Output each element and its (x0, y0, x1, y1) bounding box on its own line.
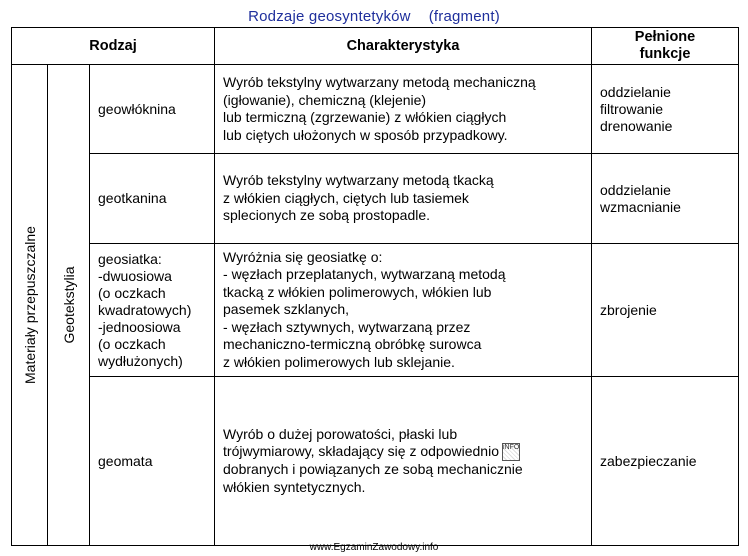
geosynthetics-table (11, 27, 739, 546)
table-row (12, 244, 739, 377)
characteristics-line (223, 443, 583, 461)
header-kind: Rodzaj (12, 28, 215, 65)
row-characteristics (215, 154, 592, 244)
header-characteristics: Charakterystyka (215, 28, 592, 65)
group-geotextiles (48, 65, 90, 546)
info-icon[interactable]: iNFO (502, 443, 520, 461)
table-row (12, 377, 739, 546)
row-functions (592, 154, 739, 244)
table-row (12, 65, 739, 154)
group-materials (12, 65, 48, 546)
characteristics-line: Wyrób tekstylny wytwarzany metodą mechaniczną (223, 74, 536, 90)
characteristics-line: z włókien polimerowych lub sklejanie. (223, 353, 455, 370)
page-title (0, 8, 748, 25)
characteristics-text: trójwymiarowy, składający się z odpowiednio (223, 443, 499, 460)
footer-link[interactable]: www.EgzaminZawodowy.info (309, 542, 439, 553)
function-line: filtrowanie (600, 100, 664, 117)
row-name-line: geosiatka: (98, 250, 162, 267)
characteristics-line: włókien syntetycznych. (223, 478, 366, 495)
characteristics-line: - węzłach sztywnych, wytwarzaną przez (223, 318, 471, 335)
row-name (90, 244, 215, 377)
row-name-line: geomata (98, 452, 153, 469)
row-name-line: (o oczkach (98, 335, 166, 352)
header-row (12, 28, 739, 65)
row-name (90, 377, 215, 546)
function-line: drenowanie (600, 117, 673, 134)
characteristics-line: dobranych i powiązanych ze sobą mechanicznie (223, 461, 523, 478)
function-line: wzmacnianie (600, 198, 681, 215)
characteristics-line: - węzłach przeplatanych, wytwarzaną metodą (223, 266, 506, 283)
characteristics-line: pasemek szklanych, (223, 301, 350, 318)
row-name-line: wydłużonych) (98, 352, 183, 369)
characteristics-line: lub ciętych ułożonych w sposób przypadkowy. (223, 126, 508, 143)
function-line: oddzielanie (600, 181, 671, 198)
row-name-line: (o oczkach (98, 284, 166, 301)
characteristics-line: Wyróżnia się geosiatkę o: (223, 248, 383, 265)
characteristics-line: splecionych ze sobą prostopadle. (223, 207, 431, 224)
row-name (90, 154, 215, 244)
function-line: oddzielanie (600, 83, 671, 100)
characteristics-line: (igłowanie), chemiczną (klejenie) (223, 91, 427, 108)
row-characteristics (215, 65, 592, 154)
row-name-line: -dwuosiowa (98, 267, 172, 284)
table-row (12, 154, 739, 244)
function-line: zbrojenie (600, 301, 657, 318)
row-name-line: geotkanina (98, 190, 167, 206)
title-main: Rodzaje geosyntetyków (248, 8, 411, 25)
row-name-line: -jednoosiowa (98, 318, 181, 335)
group-materials-label: Materiały przepuszczalne (21, 226, 38, 384)
row-name (90, 65, 215, 154)
row-functions (592, 244, 739, 377)
characteristics-line: Wyrób tekstylny wytwarzany metodą tkacką (223, 172, 494, 189)
characteristics-line: lub termiczną (zgrzewanie) z włókien ciągłych (223, 109, 507, 125)
characteristics-line: tkacką z włókien polimerowych, włókien lub (223, 283, 492, 300)
row-name-line: geowłóknina (98, 100, 176, 117)
row-name-line: kwadratowych) (98, 301, 192, 318)
characteristics-line: mechaniczno-termiczną obróbkę surowca (223, 336, 482, 353)
header-functions (592, 28, 739, 65)
row-functions (592, 65, 739, 154)
row-characteristics (215, 377, 592, 546)
characteristics-line: z włókien ciągłych, ciętych lub tasiemek (223, 189, 469, 206)
header-functions-line-1: Pełnione (634, 29, 696, 45)
row-characteristics (215, 244, 592, 377)
title-sub: (fragment) (428, 8, 500, 25)
group-geotextiles-label: Geotekstylia (60, 266, 77, 344)
characteristics-line: Wyrób o dużej porowatości, płaski lub (223, 425, 458, 442)
header-functions-line-2: funkcje (639, 46, 691, 62)
function-line: zabezpieczanie (600, 452, 697, 469)
row-functions (592, 377, 739, 546)
